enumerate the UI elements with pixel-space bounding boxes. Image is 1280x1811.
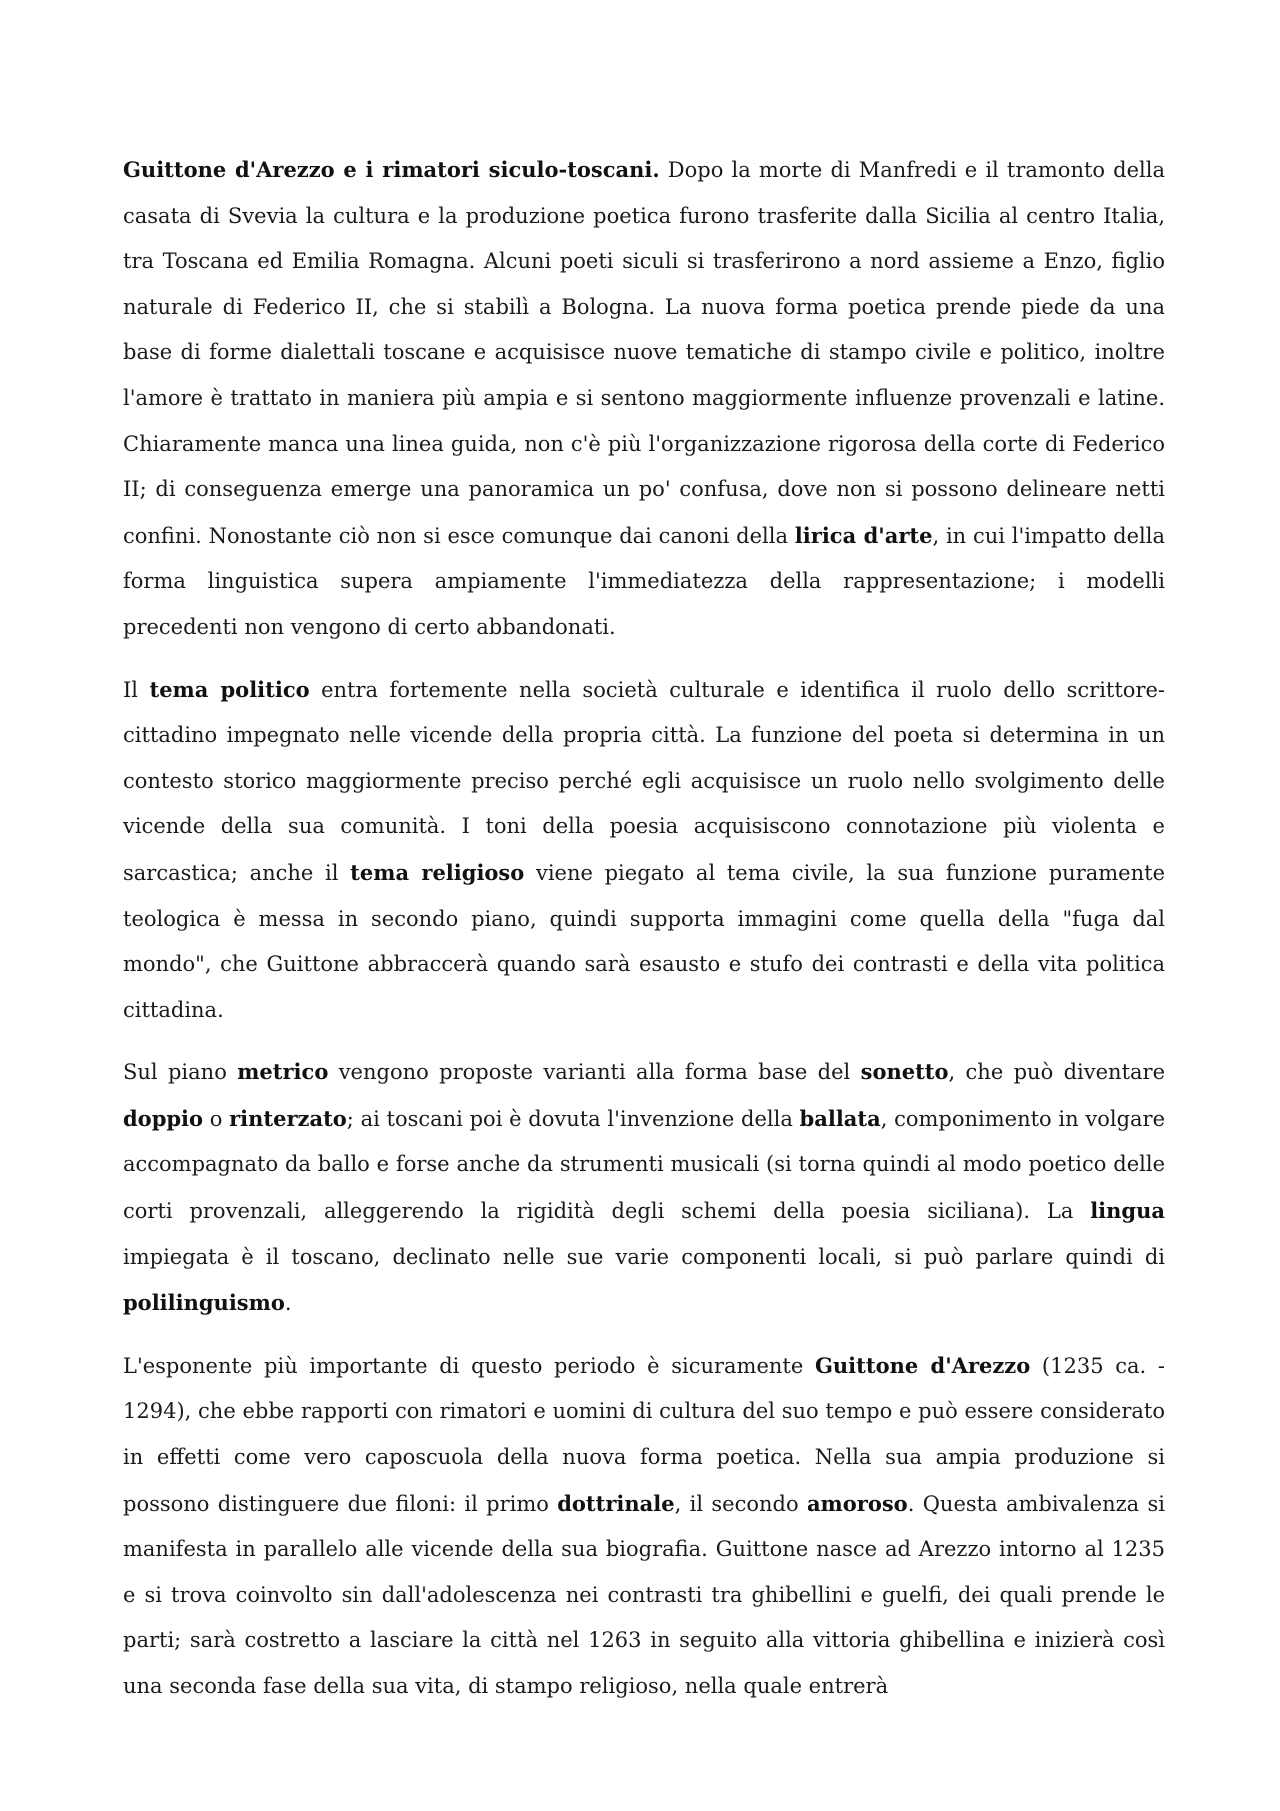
keyword-ballata: ballata [799,1105,881,1131]
keyword-amoroso: amoroso [806,1490,908,1516]
keyword-dottrinale: dottrinale [557,1490,675,1516]
keyword-tema-politico: tema politico [149,676,310,702]
keyword-lirica-darte: lirica d'arte [794,522,933,548]
paragraph-text: , in cui l'impatto della forma linguistica supera ampiamente l'immediatezza della rappresentazione; i modelli precedenti non vengono di certo abbandonati. [123,523,1166,639]
paragraph-text: ; ai toscani poi è dovuta l'invenzione della [346,1106,800,1131]
paragraph-text: Sul piano [123,1060,238,1085]
paragraph-political-theme [123,667,1165,1034]
paragraph-text: viene piegato al tema civile, la sua funzione puramente teologica è messa in secondo piano, quindi supporta immagini come quella della "fuga dal mondo", che Guittone abbraccerà quando sarà esausto e stufo dei contrasti e della vita politica cittadina. [123,860,1165,1022]
paragraph-text: Il [123,677,150,702]
keyword-lingua: lingua [1090,1198,1165,1224]
paragraph-text: , che può diventare [948,1060,1165,1085]
paragraph-text: , componimento in volgare accompagnato da ballo e forse anche da strumenti musicali (si torna quindi al modo poetico delle corti provenzali, alleggerendo la rigidità degli schemi della poesia siciliana). La [123,1106,1165,1224]
keyword-guittone-darezzo: Guittone d'Arezzo [814,1352,1031,1378]
section-heading: Guittone d'Arezzo e i rimatori siculo-toscani. [123,157,660,182]
document-body [123,147,1165,1726]
keyword-metrico: metrico [237,1059,329,1085]
keyword-rinterzato: rinterzato [229,1105,347,1131]
keyword-polilinguismo: polilinguismo [123,1290,285,1316]
paragraph-text: L'esponente più importante di questo periodo è sicuramente [123,1353,815,1378]
paragraph-text: (1235 ca. - 1294), che ebbe rapporti con rimatori e uomini di cultura del suo tempo e può essere considerato in effetti come vero caposcuola della nuova forma poetica. Nella sua ampia produzione si possono distinguere due filoni: il primo [123,1353,1166,1516]
keyword-tema-religioso: tema religioso [350,859,525,885]
paragraph-text: o [203,1106,230,1131]
paragraph-text: . [284,1291,292,1316]
paragraph-text: , il secondo [674,1491,807,1516]
paragraph-text: . Questa ambivalenza si manifesta in parallelo alle vicende della sua biografia. Guittone nasce ad Arezzo intorno al 1235 e si trova coinvolto sin dall'adolescenza nei contrasti tra ghibellini e guelfi, dei quali prende le parti; sarà costretto a lasciare la città nel 1263 in seguito alla vittoria ghibellina e inizierà così una seconda fase della sua vita, di stampo religioso, nella quale entrerà [123,1491,1166,1698]
keyword-doppio: doppio [123,1105,204,1131]
paragraph-metrics [123,1049,1165,1327]
paragraph-text: vengono proposte varianti alla forma base del [328,1060,861,1085]
keyword-sonetto: sonetto [860,1059,949,1085]
paragraph-text: Dopo la morte di Manfredi e il tramonto della casata di Svevia la cultura e la produzione poetica furono trasferite dalla Sicilia al centro Italia, tra Toscana ed Emilia Romagna. Alcuni poeti siculi si trasferirono a nord assieme a Enzo, figlio naturale di Federico II, che si stabilì a Bologna. La nuova forma poetica prende piede da una base di forme dialettali toscane e acquisisce nuove tematiche di stampo civile e politico, inoltre l'amore è trattato in maniera più ampia e si sentono maggiormente influenze provenzali e latine. Chiaramente manca una linea guida, non c'è più l'organizzazione rigorosa della corte di Federico II; di conseguenza emerge una panoramica un po' confusa, dove non si possono delineare netti confini. Nonostante ciò non si esce comunque dai canoni della [123,158,1165,548]
paragraph-intro [123,147,1165,651]
paragraph-guittone [123,1343,1165,1710]
paragraph-text: entra fortemente nella società culturale e identifica il ruolo dello scrittore-cittadino impegnato nelle vicende della propria città. La funzione del poeta si determina in un contesto storico maggiormente preciso perché egli acquisisce un ruolo nello svolgimento delle vicende della sua comunità. I toni della poesia acquisiscono connotazione più violenta e sarcastica; anche il [123,677,1166,885]
paragraph-text: impiegata è il toscano, declinato nelle sue varie componenti locali, si può parlare quindi di [123,1244,1165,1269]
